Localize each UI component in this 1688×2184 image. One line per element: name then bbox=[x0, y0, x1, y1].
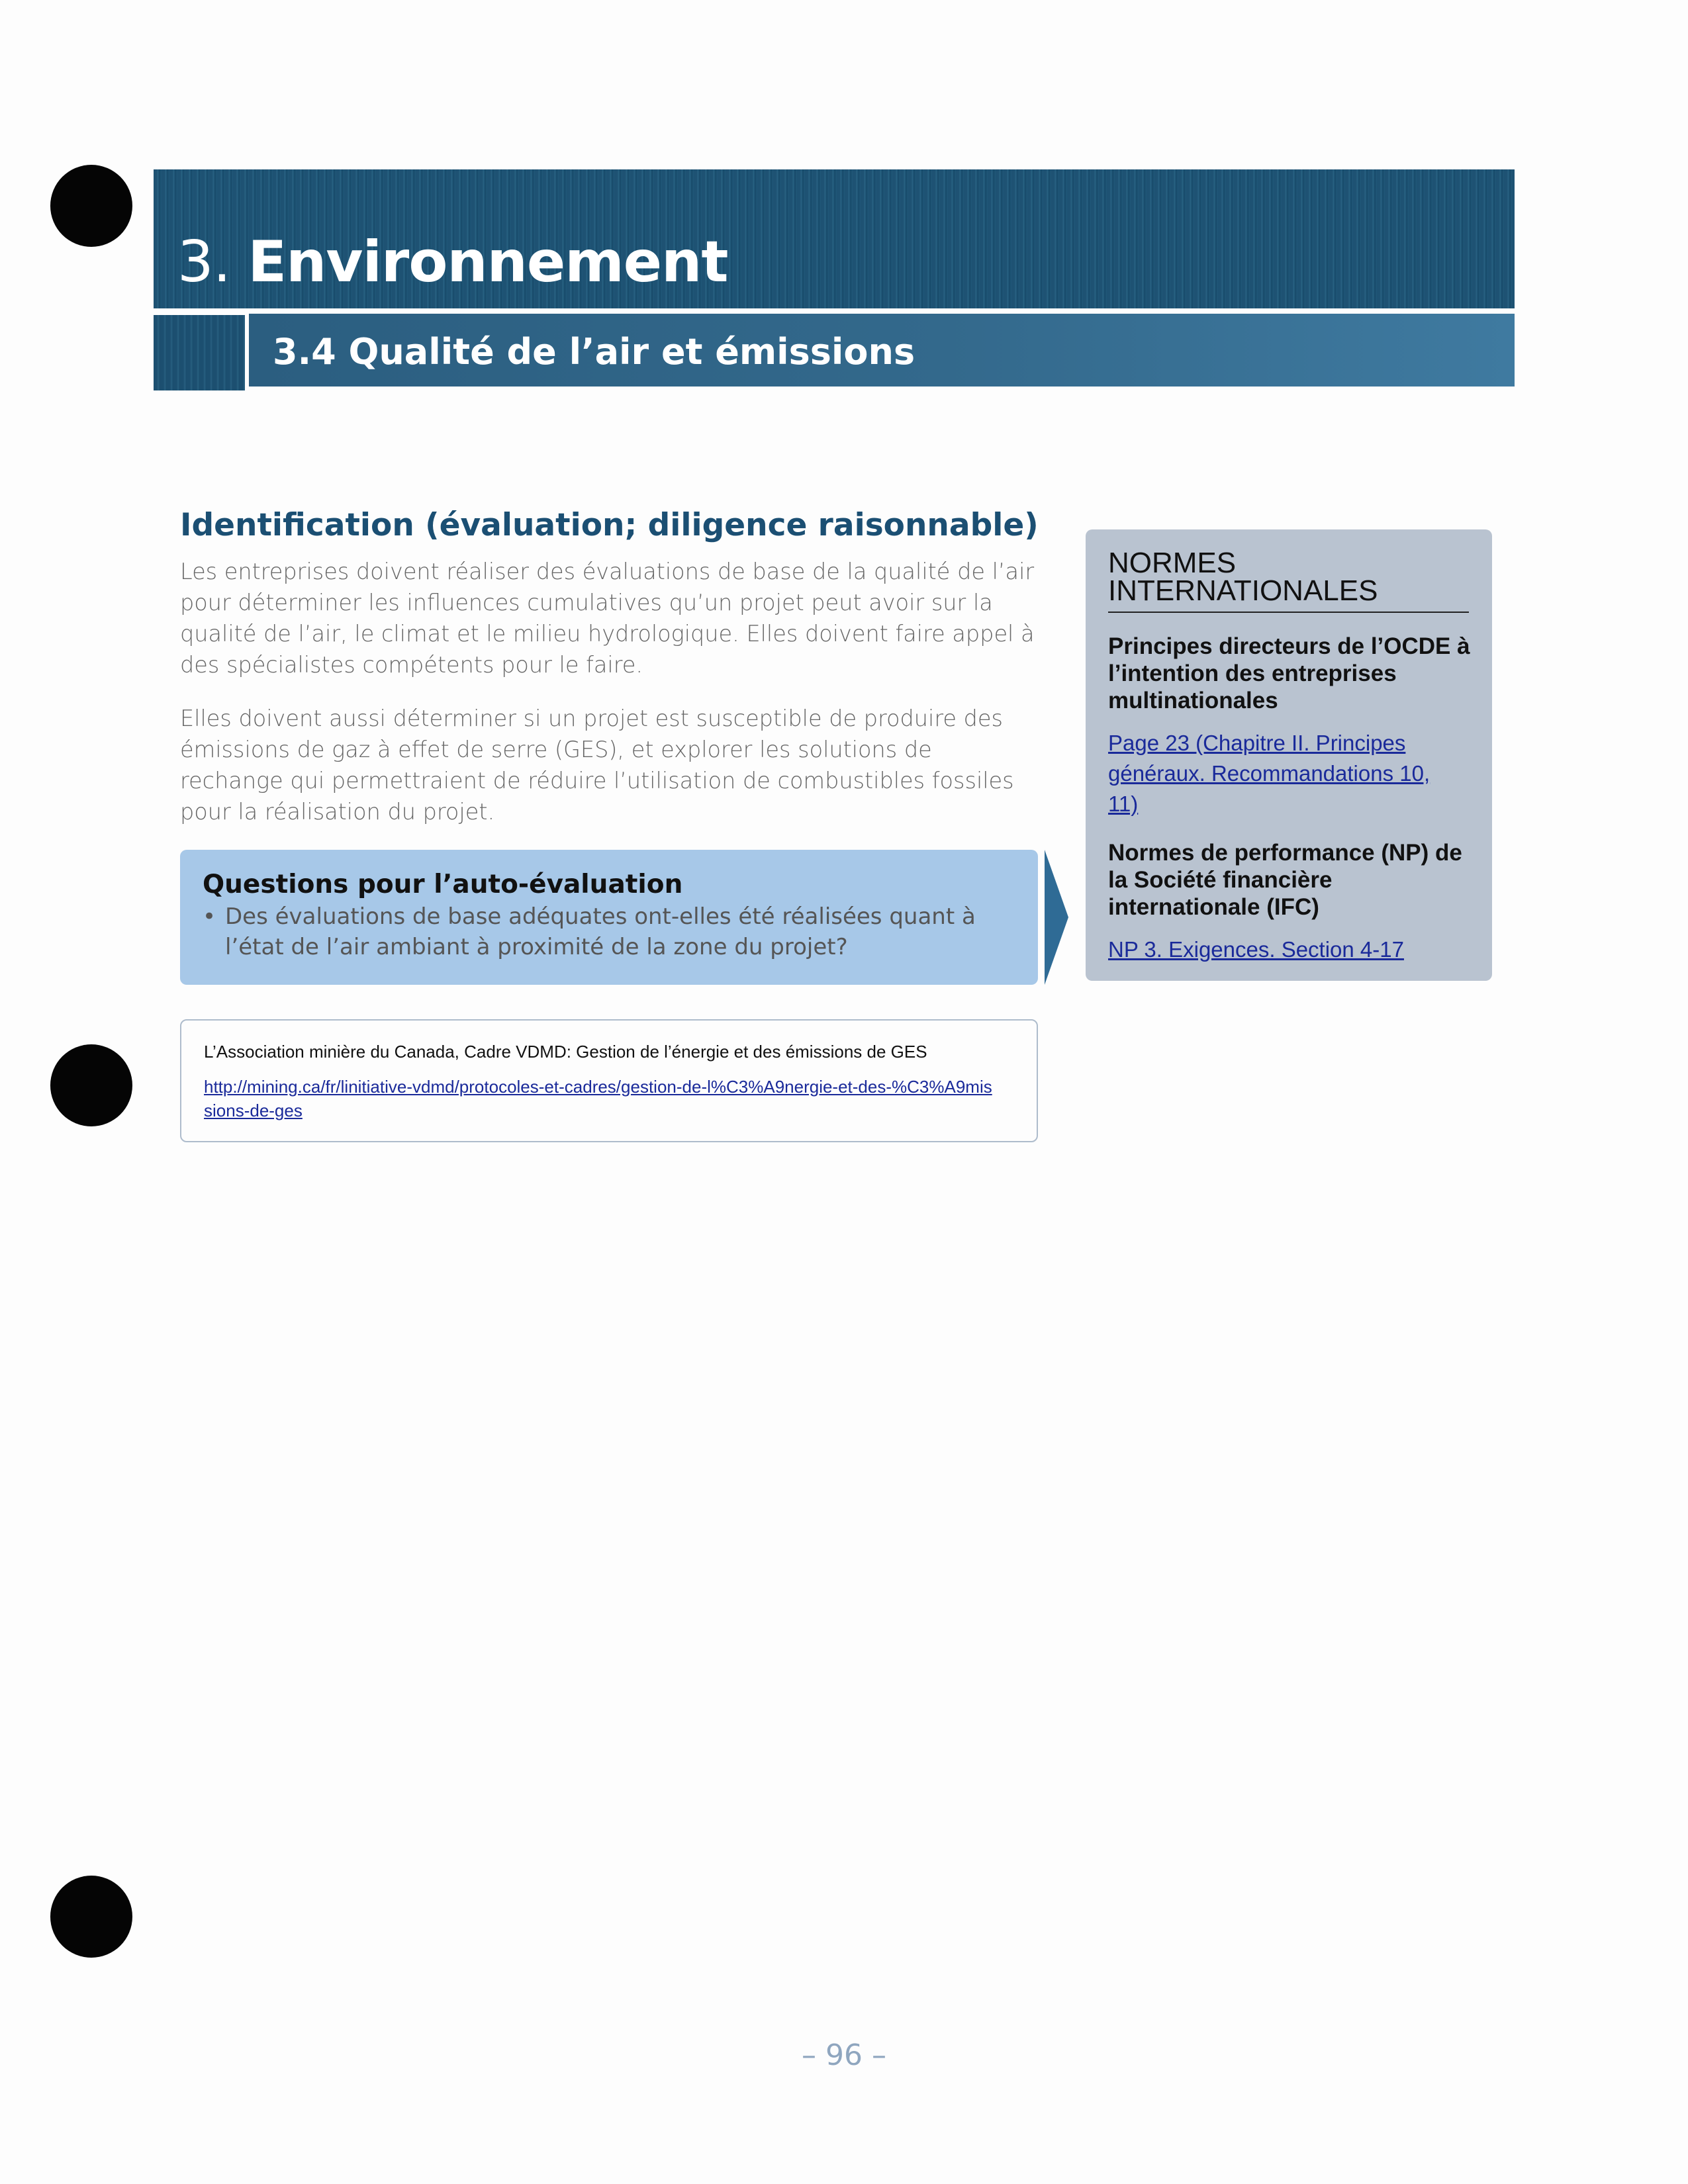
chapter-number: 3. bbox=[177, 229, 231, 295]
section-heading: Identification (évaluation; diligence raisonnable) bbox=[180, 507, 1039, 543]
self-assessment-question: Des évaluations de base adéquates ont-elles été réalisées quant à l’état de l’air ambiant à proximité de la zone du projet? bbox=[225, 903, 976, 960]
self-assessment-title: Questions pour l’auto-évaluation bbox=[203, 870, 683, 899]
sidebar-link-oecd[interactable]: Page 23 (Chapitre II. Principes généraux. Recommandations 10, 11) bbox=[1108, 731, 1430, 816]
section-banner-tab bbox=[154, 315, 245, 390]
sidebar-heading-ifc: Normes de performance (NP) de la Société financière internationale (IFC) bbox=[1108, 840, 1462, 920]
binder-hole bbox=[50, 1876, 132, 1958]
reference-text: L’Association minière du Canada, Cadre VDMD: Gestion de l’énergie et des émissions de GES bbox=[204, 1042, 927, 1062]
binder-hole bbox=[50, 1044, 132, 1126]
paragraph: Elles doivent aussi déterminer si un projet est susceptible de produire des émissions de gaz à effet de serre (GES), et explorer les solutions de rechange qui permettraient de réduire l’utilisation de combustibles fossiles pour la réalisation du projet. bbox=[180, 705, 1014, 825]
sidebar-title: NORMES INTERNATIONALES bbox=[1108, 549, 1469, 613]
pointer-arrow-icon bbox=[1045, 850, 1068, 985]
bullet-icon: • bbox=[203, 903, 216, 930]
sidebar-link-ifc[interactable]: NP 3. Exigences. Section 4-17 bbox=[1108, 937, 1404, 962]
chapter-name: Environnement bbox=[248, 229, 728, 295]
reference-link[interactable]: http://mining.ca/fr/linitiative-vdmd/protocoles-et-cadres/gestion-de-l%C3%A9nergie-et-des-%C3%A9missions-de-ges bbox=[204, 1077, 992, 1120]
paragraph: Les entreprises doivent réaliser des évaluations de base de la qualité de l’air pour déterminer les influences cumulatives qu’un projet peut avoir sur la qualité de l’air, le climat et le milieu hydrologique. Elles doivent faire appel à des spécialistes compétents pour le faire. bbox=[180, 559, 1035, 678]
sidebar-heading-oecd: Principes directeurs de l’OCDE à l’intention des entreprises multinationales bbox=[1108, 633, 1470, 713]
chapter-title bbox=[177, 229, 727, 295]
binder-hole bbox=[50, 165, 132, 247]
page-number: – 96 – bbox=[802, 2038, 886, 2072]
section-title: 3.4 Qualité de l’air et émissions bbox=[273, 331, 915, 373]
